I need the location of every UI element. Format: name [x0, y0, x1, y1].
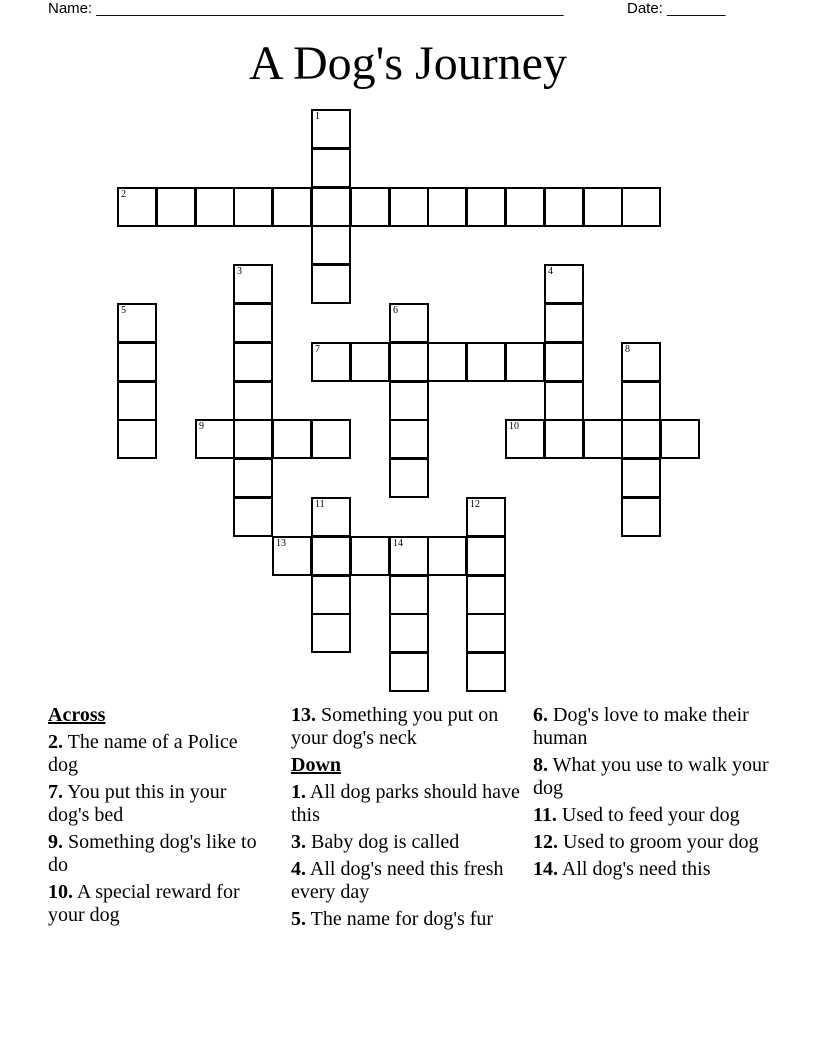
grid-cell[interactable] [544, 381, 584, 421]
grid-cell[interactable] [117, 419, 157, 459]
across-heading: Across [48, 704, 106, 726]
clue-number: 12. [533, 831, 558, 853]
grid-cell[interactable] [621, 187, 661, 227]
grid-cell[interactable] [350, 187, 390, 227]
clue-down-11 [533, 804, 773, 827]
grid-cell-10[interactable] [505, 419, 545, 459]
grid-cell[interactable] [621, 381, 661, 421]
clue-number: 11. [533, 804, 557, 826]
clue-number: 1. [291, 781, 306, 803]
grid-cell-11[interactable] [311, 497, 351, 537]
clue-number-label: 9 [199, 421, 204, 432]
clue-down-1 [291, 781, 521, 827]
grid-cell[interactable] [350, 536, 390, 576]
clues-column-1 [48, 704, 263, 931]
clue-number: 13. [291, 704, 316, 726]
clue-text: Something dog's like to do [48, 831, 257, 876]
grid-cell[interactable] [389, 458, 429, 498]
grid-cell-7[interactable] [311, 342, 351, 382]
grid-cell-3[interactable] [233, 264, 273, 304]
clue-down-8 [533, 754, 773, 800]
grid-cell[interactable] [505, 342, 545, 382]
grid-cell[interactable] [117, 342, 157, 382]
grid-cell[interactable] [233, 342, 273, 382]
grid-cell[interactable] [621, 458, 661, 498]
grid-cell[interactable] [583, 187, 623, 227]
grid-cell-8[interactable] [621, 342, 661, 382]
clue-number-label: 3 [237, 266, 242, 277]
grid-cell[interactable] [311, 187, 351, 227]
grid-cell[interactable] [233, 187, 273, 227]
grid-cell[interactable] [389, 381, 429, 421]
grid-cell[interactable] [117, 381, 157, 421]
grid-cell-6[interactable] [389, 303, 429, 343]
clue-number-label: 4 [548, 266, 553, 277]
clue-down-3 [291, 831, 521, 854]
grid-cell[interactable] [427, 342, 467, 382]
grid-cell[interactable] [311, 264, 351, 304]
grid-cell[interactable] [311, 225, 351, 265]
grid-cell[interactable] [195, 187, 235, 227]
grid-cell[interactable] [233, 419, 273, 459]
clue-text: The name of a Police dog [48, 731, 238, 776]
clue-number-label: 1 [315, 111, 320, 122]
clue-text: Dog's love to make their human [533, 704, 749, 749]
clue-number: 14. [533, 858, 558, 880]
clue-number-label: 2 [121, 189, 126, 200]
grid-cell[interactable] [311, 575, 351, 615]
grid-cell[interactable] [583, 419, 623, 459]
grid-cell[interactable] [466, 536, 506, 576]
grid-cell-12[interactable] [466, 497, 506, 537]
grid-cell[interactable] [350, 342, 390, 382]
grid-cell[interactable] [233, 381, 273, 421]
clue-number: 6. [533, 704, 548, 726]
clues-column-2 [291, 704, 521, 935]
grid-cell[interactable] [389, 652, 429, 692]
grid-cell[interactable] [427, 536, 467, 576]
clue-number-label: 8 [625, 344, 630, 355]
clue-number-label: 14 [393, 538, 403, 549]
clue-down-12 [533, 831, 773, 854]
grid-cell-9[interactable] [195, 419, 235, 459]
grid-cell[interactable] [272, 187, 312, 227]
clue-text: Something you put on your dog's neck [291, 704, 499, 749]
clue-text: A special reward for your dog [48, 881, 240, 926]
clue-across-7 [48, 781, 263, 827]
clue-number: 10. [48, 881, 73, 903]
grid-cell[interactable] [660, 419, 700, 459]
clue-across-10 [48, 881, 263, 927]
clue-number: 7. [48, 781, 63, 803]
grid-cell[interactable] [466, 613, 506, 653]
grid-cell[interactable] [233, 497, 273, 537]
grid-cell[interactable] [621, 497, 661, 537]
grid-cell[interactable] [311, 536, 351, 576]
clue-number: 5. [291, 908, 306, 930]
clue-number: 2. [48, 731, 63, 753]
grid-cell[interactable] [233, 303, 273, 343]
name-field-label[interactable]: Name: ________________________________________________________ [48, 0, 564, 17]
grid-cell[interactable] [544, 419, 584, 459]
clue-number: 9. [48, 831, 63, 853]
grid-cell[interactable] [466, 342, 506, 382]
grid-cell[interactable] [544, 303, 584, 343]
clue-text: All dog parks should have this [291, 781, 520, 826]
clue-number-label: 6 [393, 305, 398, 316]
date-field-label[interactable]: Date: _______ [627, 0, 726, 17]
grid-cell[interactable] [544, 187, 584, 227]
down-heading: Down [291, 754, 342, 776]
clue-text: You put this in your dog's bed [48, 781, 227, 826]
clue-down-6 [533, 704, 773, 750]
clue-text: Used to feed your dog [561, 804, 740, 826]
clue-number-label: 10 [509, 421, 519, 432]
grid-cell[interactable] [389, 575, 429, 615]
clue-text: Baby dog is called [311, 831, 460, 853]
clue-across-2 [48, 731, 263, 777]
clue-across-9 [48, 831, 263, 877]
grid-cell-4[interactable] [544, 264, 584, 304]
clue-number: 8. [533, 754, 548, 776]
clue-down-4 [291, 858, 521, 904]
grid-cell[interactable] [466, 575, 506, 615]
clue-number: 3. [291, 831, 306, 853]
grid-cell[interactable] [389, 613, 429, 653]
clue-number-label: 7 [315, 344, 320, 355]
clue-number-label: 13 [276, 538, 286, 549]
grid-cell[interactable] [233, 458, 273, 498]
grid-cell-14[interactable] [389, 536, 429, 576]
grid-cell[interactable] [311, 419, 351, 459]
grid-cell[interactable] [272, 419, 312, 459]
clue-number-label: 5 [121, 305, 126, 316]
clue-number-label: 12 [470, 499, 480, 510]
clue-text: All dog's need this fresh every day [291, 858, 504, 903]
clue-text: Used to groom your dog [563, 831, 759, 853]
grid-cell[interactable] [621, 419, 661, 459]
grid-cell[interactable] [156, 187, 196, 227]
page-title: A Dog's Journey [249, 37, 567, 90]
grid-cell[interactable] [311, 148, 351, 188]
grid-cell[interactable] [389, 187, 429, 227]
clue-number-label: 11 [315, 499, 325, 510]
clue-text: What you use to walk your dog [533, 754, 769, 799]
grid-cell[interactable] [389, 342, 429, 382]
grid-cell[interactable] [505, 187, 545, 227]
grid-cell[interactable] [427, 187, 467, 227]
clue-text: All dog's need this [561, 858, 711, 880]
grid-cell[interactable] [544, 342, 584, 382]
clue-down-14 [533, 858, 773, 881]
grid-cell-5[interactable] [117, 303, 157, 343]
grid-cell[interactable] [466, 652, 506, 692]
clues-column-3 [533, 704, 773, 885]
grid-cell[interactable] [311, 613, 351, 653]
clue-down-5 [291, 908, 521, 931]
grid-cell[interactable] [466, 187, 506, 227]
clue-number: 4. [291, 858, 306, 880]
clue-text: The name for dog's fur [310, 908, 494, 930]
grid-cell-1[interactable] [311, 109, 351, 149]
grid-cell-2[interactable] [117, 187, 157, 227]
grid-cell[interactable] [389, 419, 429, 459]
grid-cell-13[interactable] [272, 536, 312, 576]
clue-across-13 [291, 704, 521, 750]
